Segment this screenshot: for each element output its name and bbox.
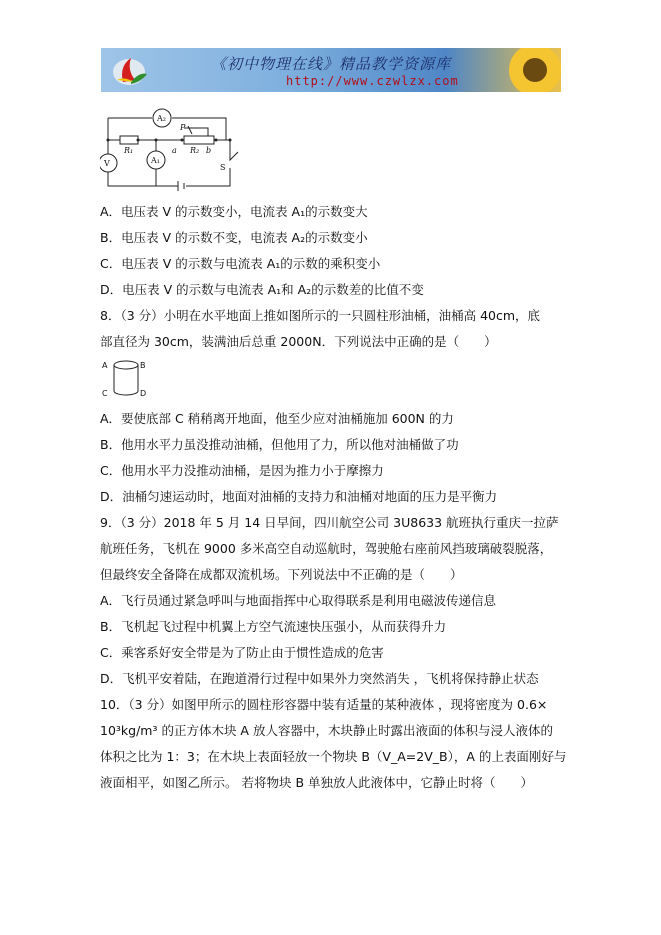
banner-title: 《初中物理在线》精品教学资源库 <box>211 55 452 73</box>
q8-option-d: D．油桶匀速运动时，地面对油桶的支持力和油桶对地面的压力是平衡力 <box>100 489 498 504</box>
drum-point-d: D <box>140 389 147 398</box>
terminal-b-label: b <box>206 146 212 155</box>
q9-option-b: B．飞机起飞过程中机翼上方空气流速快压强小，从而获得升力 <box>100 619 447 634</box>
q7-option-d: D．电压表 V 的示数与电流表 A₁和 A₂的示数差的比值不变 <box>100 282 424 297</box>
switch-s-label: S <box>220 163 226 172</box>
q8-stem-line2: 部直径为 30cm，装满油后总重 2000N．下列说法中正确的是（ ） <box>100 334 497 349</box>
q10-stem-line2: 10³kg/m³ 的正方体木块 A 放人容器中，木块静止时露出液面的体积与浸人液体的 <box>100 723 553 738</box>
ammeter-a1-label: A₁ <box>151 156 160 165</box>
q10-stem-line3: 体积之比为 1：3；在木块上表面轻放一个物块 B（V_A=2V_B），A 的上表面刚好与 <box>100 749 567 764</box>
q8-option-a: A．要使底部 C 稍稍离开地面，他至少应对油桶施加 600N 的力 <box>100 411 454 426</box>
drum-point-b: B <box>140 361 146 370</box>
q8-option-c: C．他用水平力没推动油桶，是因为推力小于摩擦力 <box>100 463 384 478</box>
q10-stem-line4: 液面相平，如图乙所示。 若将物块 B 单独放人此液体中，它静止时将（ ） <box>100 775 533 790</box>
slider-p-label: P <box>180 123 186 132</box>
circuit-diagram <box>100 98 250 192</box>
drum-point-c: C <box>102 389 108 398</box>
ammeter-a2-label: A₂ <box>157 114 166 123</box>
logo-icon <box>109 52 153 88</box>
q8-stem-line1: 8．（3 分）小明在水平地面上推如图所示的一只圆柱形油桶，油桶高 40cm，底 <box>100 308 541 323</box>
q7-option-b: B．电压表 V 的示数不变，电流表 A₂的示数变小 <box>100 230 368 245</box>
q10-stem-line1: 10．（3 分）如图甲所示的圆柱形容器中装有适量的某种液体 ，现将密度为 0.6× <box>100 697 548 712</box>
drum-point-a: A <box>102 361 108 370</box>
q9-stem-line2: 航班任务，飞机在 9000 多米高空自动巡航时，驾驶舱右座前风挡玻璃破裂脱落， <box>100 541 553 556</box>
q9-option-d: D．飞机平安着陆，在跑道滑行过程中如果外力突然消失 ，飞机将保持静止状态 <box>100 671 539 686</box>
q7-option-a: A．电压表 V 的示数变小，电流表 A₁的示数变大 <box>100 204 368 219</box>
terminal-a-label: a <box>172 146 177 155</box>
q8-option-b: B．他用水平力虽没推动油桶，但他用了力，所以他对油桶做了功 <box>100 437 459 452</box>
oil-drum-figure <box>100 357 160 399</box>
sunflower-icon <box>503 48 561 92</box>
header-banner <box>101 48 561 92</box>
q9-option-a: A．飞行员通过紧急呼叫与地面指挥中心取得联系是利用电磁波传递信息 <box>100 593 497 608</box>
voltmeter-label: V <box>104 159 110 168</box>
banner-url: http://www.czwlzx.com <box>286 74 459 88</box>
q9-option-c: C．乘客系好安全带是为了防止由于惯性造成的危害 <box>100 645 384 660</box>
r1-label: R₁ <box>124 146 134 155</box>
q7-option-c: C．电压表 V 的示数与电流表 A₁的示数的乘积变小 <box>100 256 381 271</box>
r2-label: R₂ <box>190 146 200 155</box>
q9-stem-line3: 但最终安全备降在成都双流机场。下列说法中不正确的是（ ） <box>100 567 463 582</box>
q9-stem-line1: 9．（3 分）2018 年 5 月 14 日早间，四川航空公司 3U8633 航班执行重庆一拉萨 <box>100 515 559 530</box>
